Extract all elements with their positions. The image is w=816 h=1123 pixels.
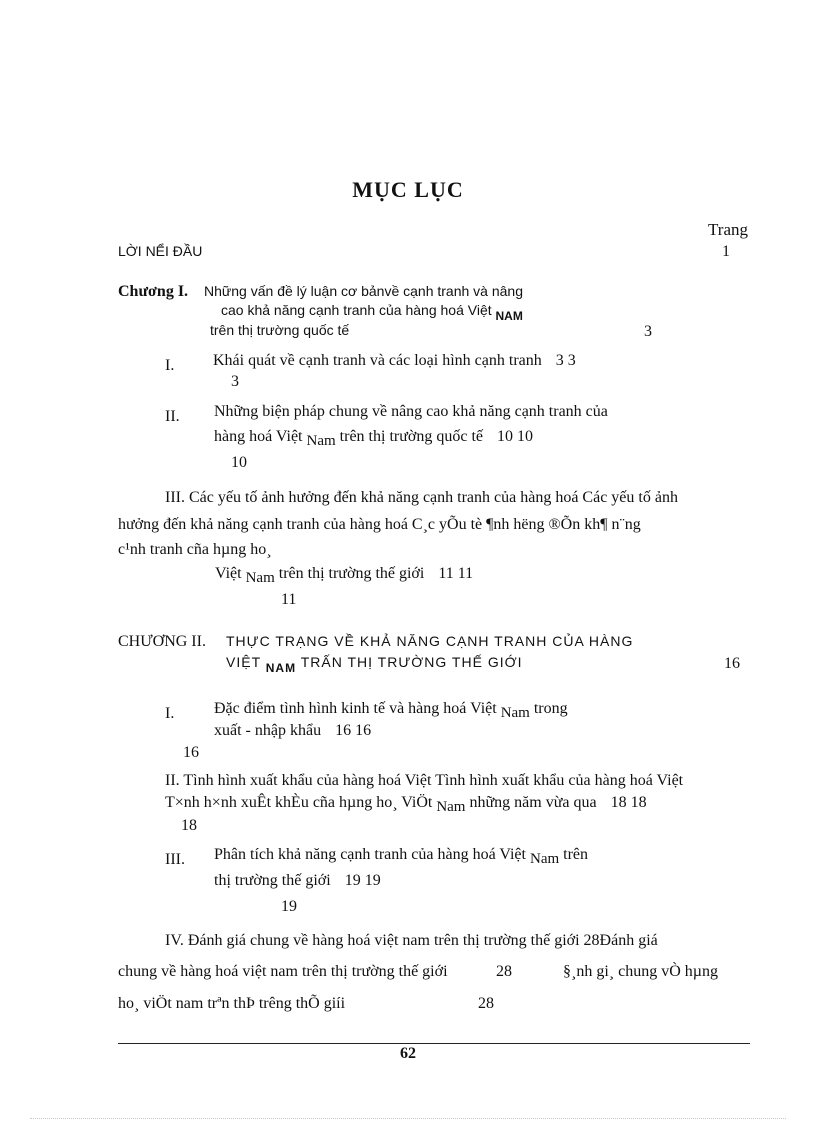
c1-s2-title-line2 xyxy=(214,428,533,450)
c2-s1-sub: Nam xyxy=(500,705,530,721)
c2-s2-line1: II. Tình hình xuất khẩu của hàng hoá Việt Tình hình xuất khẩu của hàng hoá Việt xyxy=(165,772,684,789)
c2-s3-text-a: Phân tích khả năng cạnh tranh của hàng hoá Việt xyxy=(214,846,526,863)
c2-s4-line1: IV. Đánh giá chung về hàng hoá việt nam trên thị trường thế giới 28Đánh giá xyxy=(165,932,658,949)
chapter1-title-line2-text: cao khả năng cạnh tranh của hàng hoá Việt xyxy=(221,302,492,318)
c1-s3-page-cont: 11 xyxy=(281,591,297,608)
c2-s1-number: I. xyxy=(165,705,175,722)
chapter1-title-line2 xyxy=(221,302,523,323)
chapter2-label: CHƯƠNG II. xyxy=(118,633,206,650)
c1-s2-sub: Nam xyxy=(306,433,336,449)
c1-s1-page-cont: 3 xyxy=(231,373,239,390)
c1-s2-text-b: trên thị trường quốc tế xyxy=(339,428,483,445)
c1-s3-line2: hưởng đến khả năng cạnh tranh của hàng hoá C¸c yÕu tè ¶nh hëng ®Õn kh¶ n¨ng xyxy=(118,516,641,533)
c2-s2-text-a: T×nh h×nh xuÊt khÈu cña hµng ho¸ ViÖt xyxy=(165,794,433,811)
c1-s2-pages: 10 10 xyxy=(497,428,533,445)
c1-s3-line1: III. Các yếu tố ảnh hưởng đến khả năng cạnh tranh của hàng hoá Các yếu tố ảnh xyxy=(165,489,678,506)
c1-s2-text-a: hàng hoá Việt xyxy=(214,428,303,445)
c2-s2-line2 xyxy=(165,794,647,816)
c1-s3-sub: Nam xyxy=(245,570,275,586)
chapter1-title-line3: trên thị trường quốc tế xyxy=(210,322,350,338)
c2-s3-number: III. xyxy=(165,851,185,868)
chapter2-title-text-b: TRẤN THỊ TRƯỜNG THẾ GIỚI xyxy=(300,654,523,670)
c2-s1-title-line2 xyxy=(214,722,371,740)
page-title: MỤC LỤC xyxy=(352,177,464,202)
c1-s3-line3: c¹nh tranh cña hµng ho¸ xyxy=(118,541,272,558)
c1-s2-page-cont: 10 xyxy=(231,454,247,471)
chapter2-title-text-a: VIỆT xyxy=(226,654,261,670)
c2-s1-line2-text: xuất - nhập khẩu xyxy=(214,722,322,739)
page-number: 62 xyxy=(400,1045,416,1062)
c2-s2-pages: 18 18 xyxy=(610,794,647,811)
c2-s4-line2a: chung về hàng hoá việt nam trên thị trường thế giới xyxy=(118,963,448,980)
c2-s1-page-cont: 16 xyxy=(183,744,199,761)
c2-s1-text-b: trong xyxy=(533,700,568,717)
c1-s1-number: I. xyxy=(165,357,175,374)
c1-s3-line4 xyxy=(215,565,473,587)
c2-s3-text-b: trên xyxy=(563,846,589,863)
foreword-page: 1 xyxy=(722,243,730,260)
c1-s3-text-a: Việt xyxy=(215,565,242,582)
c2-s1-pages: 16 16 xyxy=(335,722,372,739)
chapter1-title-line1: Những vấn đề lý luận cơ bảnvề cạnh tranh và nâng xyxy=(204,283,523,299)
chapter1-title-line2-sub: NAM xyxy=(495,309,523,323)
c1-s3-pages: 11 11 xyxy=(438,565,474,582)
page-column-label: Trang xyxy=(708,220,748,239)
c1-s1-title-text: Khái quát về cạnh tranh và các loại hình cạnh tranh xyxy=(213,352,542,369)
page-edge-dots xyxy=(30,1118,786,1119)
c2-s2-page-cont: 18 xyxy=(181,817,197,834)
c2-s2-sub: Nam xyxy=(436,799,466,815)
c2-s3-sub: Nam xyxy=(529,851,560,867)
chapter1-page: 3 xyxy=(644,323,652,340)
c2-s4-line3-page: 28 xyxy=(478,995,494,1012)
c1-s3-text-b: trên thị trường thế giới xyxy=(278,565,425,582)
foreword-entry: LỜI NỂI ĐẦU xyxy=(118,243,203,259)
c2-s3-pages: 19 19 xyxy=(344,872,381,889)
c2-s1-title-line1 xyxy=(214,700,568,722)
c2-s2-text-b: những năm vừa qua xyxy=(469,794,597,811)
c2-s3-title-line1 xyxy=(214,846,588,868)
c1-s2-number: II. xyxy=(165,408,180,425)
c2-s4-line3: ho¸ viÖt nam trªn thÞ trêng thÕ giíi xyxy=(118,995,346,1012)
chapter2-title-line2 xyxy=(226,654,523,675)
c2-s4-line2b: §¸nh gi¸ chung vÒ hµng xyxy=(563,963,718,980)
c2-s1-text-a: Đặc điểm tình hình kinh tế và hàng hoá Việt xyxy=(214,700,497,717)
c2-s4-line2-page: 28 xyxy=(496,963,512,980)
c1-s2-title-line1: Những biện pháp chung về nâng cao khả năng cạnh tranh của xyxy=(214,403,608,420)
c2-s3-page-cont: 19 xyxy=(281,898,297,915)
footer-rule xyxy=(118,1043,750,1044)
chapter2-page: 16 xyxy=(724,655,740,672)
c1-s1-title xyxy=(213,352,576,370)
chapter2-title-sub: NAM xyxy=(265,661,297,675)
c1-s1-pages: 3 3 xyxy=(555,352,576,369)
c2-s3-line2-text: thị trường thế giới xyxy=(214,872,331,889)
chapter2-title-line1: THỰC TRẠNG VỀ KHẢ NĂNG CẠNH TRANH CỦA HÀNG xyxy=(226,633,634,649)
c2-s3-title-line2 xyxy=(214,872,381,890)
chapter1-label: Chương I. xyxy=(118,283,189,300)
